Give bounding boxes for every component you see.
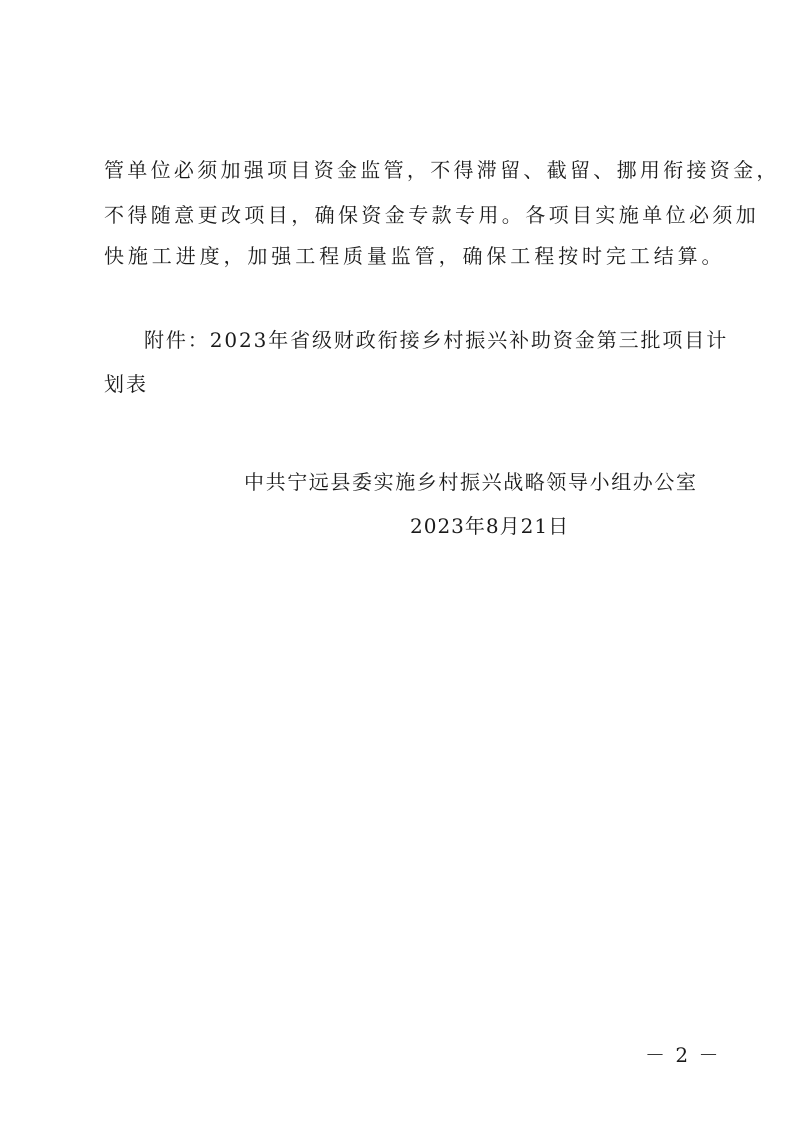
attachment-note-line: 划表 [104, 372, 148, 396]
signature-organization: 中共宁远县委实施乡村振兴战略领导小组办公室 [244, 470, 698, 494]
page-number: － 2 － [645, 1043, 721, 1067]
signature-date: 2023年8月21日 [410, 514, 570, 538]
body-paragraph-line: 管单位必须加强项目资金监管，不得滞留、截留、挪用衔接资金， [104, 158, 780, 182]
body-paragraph-line: 不得随意更改项目，确保资金专款专用。各项目实施单位必须加 [104, 203, 760, 227]
attachment-note-line: 附件：2023年省级财政衔接乡村振兴补助资金第三批项目计 [144, 328, 729, 352]
body-paragraph-line: 快施工进度，加强工程质量监管，确保工程按时完工结算。 [104, 244, 726, 268]
